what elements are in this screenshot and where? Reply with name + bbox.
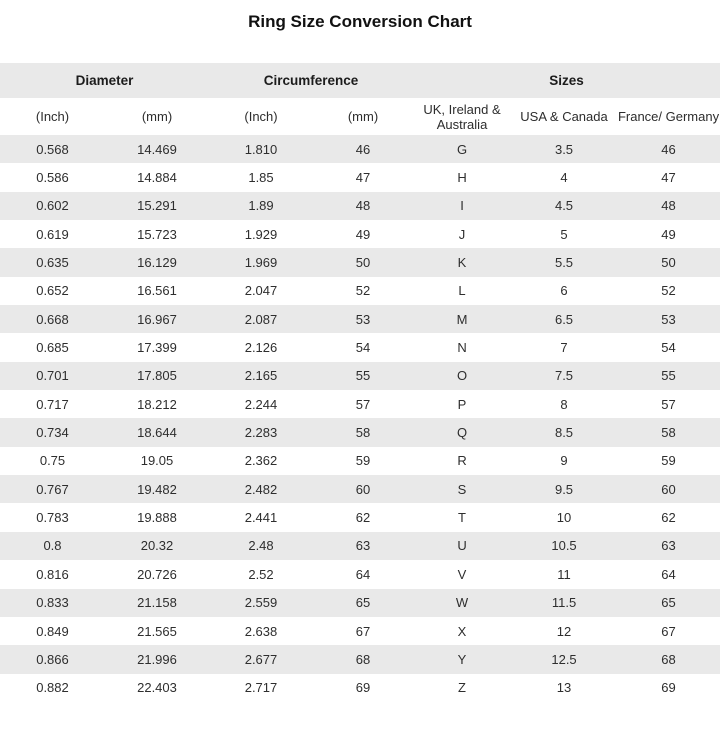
table-cell: 48 — [661, 198, 676, 214]
table-cell: O — [456, 368, 468, 384]
table-cell: W — [455, 595, 469, 611]
page-title: Ring Size Conversion Chart — [248, 12, 472, 31]
column-header-3: (mm) — [347, 109, 379, 124]
table-cell: 19.05 — [140, 453, 174, 469]
table-cell: 50 — [355, 255, 371, 271]
table-cell: 53 — [355, 311, 371, 327]
table-cell: 2.244 — [244, 396, 278, 412]
table-cell: 47 — [661, 170, 676, 186]
table-cell: 2.126 — [244, 340, 278, 356]
table-cell: G — [456, 141, 468, 157]
table-cell: 68 — [355, 651, 371, 667]
table-cell: 58 — [661, 425, 676, 441]
table-cell: 67 — [355, 623, 371, 639]
table-row — [0, 135, 720, 163]
table-cell: 16.561 — [137, 283, 177, 299]
table-row — [0, 645, 720, 673]
table-cell: 0.767 — [36, 481, 69, 497]
table-cell: 12 — [556, 623, 572, 639]
table-cell: 2.638 — [244, 623, 278, 639]
table-cell: 0.8 — [43, 538, 62, 554]
table-cell: 15.291 — [137, 198, 177, 214]
table-cell: M — [456, 311, 468, 327]
column-header-row — [0, 98, 720, 135]
table-cell: 9 — [560, 453, 568, 469]
table-cell: 17.399 — [137, 340, 177, 356]
table-body — [0, 135, 720, 702]
table-cell: 17.805 — [137, 368, 177, 384]
table-cell: 0.685 — [36, 340, 69, 356]
table-cell: 18.212 — [137, 396, 177, 412]
table-cell: 2.165 — [244, 368, 278, 384]
table-cell: 21.158 — [137, 595, 177, 611]
table-cell: 57 — [355, 396, 371, 412]
table-row — [0, 475, 720, 503]
table-cell: 20.726 — [137, 566, 177, 582]
table-cell: 8 — [560, 396, 568, 412]
table-row — [0, 617, 720, 645]
table-cell: 0.783 — [36, 510, 69, 526]
table-cell: 21.565 — [137, 623, 177, 639]
table-cell: 49 — [355, 226, 371, 242]
table-cell: 64 — [355, 566, 371, 582]
table-row — [0, 277, 720, 305]
table-cell: 0.816 — [36, 566, 69, 582]
table-cell: 15.723 — [137, 226, 177, 242]
table-cell: X — [457, 623, 467, 639]
table-cell: 0.701 — [36, 368, 69, 384]
table-cell: 12.5 — [551, 651, 577, 667]
group-header-sizes: Sizes — [549, 73, 584, 88]
table-row — [0, 362, 720, 390]
table-cell: R — [457, 453, 467, 469]
table-cell: 1.810 — [244, 141, 278, 157]
table-cell: 6.5 — [554, 311, 574, 327]
table-cell: 46 — [661, 141, 676, 157]
column-header-0: (Inch) — [35, 109, 70, 124]
table-cell: T — [458, 510, 466, 526]
table-cell: 18.644 — [137, 425, 177, 441]
table-row — [0, 305, 720, 333]
table-cell: 0.586 — [36, 170, 69, 186]
table-cell: 0.882 — [36, 680, 69, 696]
table-cell: 48 — [355, 198, 371, 214]
table-cell: 54 — [661, 340, 676, 356]
table-cell: 16.967 — [137, 311, 177, 327]
table-row — [0, 390, 720, 418]
table-cell: 4.5 — [554, 198, 574, 214]
group-header-row — [0, 63, 720, 98]
table-cell: 47 — [355, 170, 371, 186]
table-row — [0, 503, 720, 531]
table-cell: Z — [458, 680, 466, 696]
table-cell: 2.48 — [248, 538, 274, 554]
table-cell: 57 — [661, 396, 676, 412]
table-row — [0, 163, 720, 191]
table-row — [0, 333, 720, 361]
table-cell: 2.283 — [244, 425, 278, 441]
table-cell: 14.469 — [137, 141, 177, 157]
table-cell: 52 — [355, 283, 371, 299]
table-cell: V — [457, 566, 467, 582]
table-cell: 67 — [661, 623, 676, 639]
table-cell: 2.362 — [244, 453, 278, 469]
table-cell: 5.5 — [554, 255, 574, 271]
column-header-5: USA & Canada — [520, 109, 608, 124]
table-cell: 4 — [560, 170, 568, 186]
group-header-diameter: Diameter — [75, 73, 134, 88]
table-row — [0, 220, 720, 248]
table-cell: 0.866 — [36, 651, 69, 667]
table-cell: J — [458, 226, 466, 242]
table-cell: 0.652 — [36, 283, 69, 299]
table-cell: 16.129 — [137, 255, 177, 271]
table-cell: L — [458, 283, 466, 299]
table-cell: 1.85 — [248, 170, 274, 186]
table-row — [0, 248, 720, 276]
table-cell: 69 — [661, 680, 676, 696]
table-cell: 69 — [355, 680, 371, 696]
table-cell: 1.89 — [248, 198, 274, 214]
table-row — [0, 674, 720, 702]
table-cell: N — [457, 340, 467, 356]
table-cell: Q — [456, 425, 468, 441]
table-cell: 5 — [560, 226, 568, 242]
table-cell: 3.5 — [554, 141, 574, 157]
table-cell: P — [457, 396, 467, 412]
ring-size-conversion-table — [0, 63, 720, 702]
table-cell: 55 — [661, 368, 676, 384]
table-cell: 0.619 — [36, 226, 69, 242]
table-row — [0, 447, 720, 475]
table-cell: 21.996 — [137, 651, 177, 667]
table-cell: 20.32 — [140, 538, 174, 554]
table-cell: 0.602 — [36, 198, 69, 214]
table-cell: I — [460, 198, 464, 214]
table-row — [0, 532, 720, 560]
table-cell: 19.888 — [137, 510, 177, 526]
table-cell: 10.5 — [551, 538, 577, 554]
table-cell: 13 — [556, 680, 572, 696]
table-cell: 50 — [661, 255, 676, 271]
table-cell: 14.884 — [137, 170, 177, 186]
table-cell: 2.559 — [244, 595, 278, 611]
column-header-2: (Inch) — [244, 109, 278, 124]
table-cell: 60 — [355, 481, 371, 497]
table-cell: H — [457, 170, 467, 186]
table-cell: 59 — [355, 453, 371, 469]
column-header-1: (mm) — [141, 109, 173, 124]
table-cell: 2.52 — [248, 566, 274, 582]
table-cell: S — [457, 481, 467, 497]
table-cell: 2.441 — [244, 510, 278, 526]
table-cell: 2.717 — [244, 680, 278, 696]
column-header-4: UK, Ireland & Australia — [423, 101, 501, 132]
table-cell: 60 — [661, 481, 676, 497]
table-cell: 11.5 — [551, 595, 577, 611]
table-cell: 49 — [661, 226, 676, 242]
table-cell: 46 — [355, 141, 371, 157]
table-cell: 53 — [661, 311, 676, 327]
table-cell: Y — [457, 651, 467, 667]
table-cell: 10 — [556, 510, 572, 526]
table-cell: 68 — [661, 651, 676, 667]
table-cell: 0.568 — [36, 141, 69, 157]
table-cell: 1.969 — [244, 255, 278, 271]
table-cell: 63 — [355, 538, 371, 554]
group-header-circumference: Circumference — [263, 73, 359, 88]
table-cell: 1.929 — [244, 226, 278, 242]
table-row — [0, 560, 720, 588]
table-cell: 8.5 — [554, 425, 574, 441]
table-cell: 9.5 — [554, 481, 574, 497]
table-cell: 55 — [355, 368, 371, 384]
table-cell: 19.482 — [137, 481, 177, 497]
table-cell: 2.047 — [244, 283, 278, 299]
table-cell: 65 — [355, 595, 371, 611]
table-cell: 2.677 — [244, 651, 278, 667]
column-header-6: France/ Germany — [617, 109, 720, 124]
table-cell: 62 — [661, 510, 676, 526]
table-cell: 64 — [661, 566, 676, 582]
table-row — [0, 192, 720, 220]
table-row — [0, 589, 720, 617]
table-cell: K — [457, 255, 467, 271]
table-cell: 62 — [355, 510, 371, 526]
table-cell: 65 — [661, 595, 676, 611]
table-cell: 0.833 — [36, 595, 69, 611]
table-cell: 0.734 — [36, 425, 69, 441]
table-cell: 2.482 — [244, 481, 278, 497]
table-cell: 6 — [560, 283, 568, 299]
table-cell: 0.668 — [36, 311, 69, 327]
table-cell: 59 — [661, 453, 676, 469]
table-cell: 2.087 — [244, 311, 278, 327]
table-cell: 7.5 — [554, 368, 574, 384]
table-cell: 0.635 — [36, 255, 69, 271]
table-cell: 0.849 — [36, 623, 69, 639]
table-cell: 52 — [661, 283, 676, 299]
table-cell: 11 — [557, 566, 571, 582]
table-cell: 0.75 — [39, 453, 66, 469]
table-cell: 58 — [355, 425, 371, 441]
table-cell: 63 — [661, 538, 676, 554]
table-cell: 0.717 — [36, 396, 69, 412]
table-cell: 7 — [560, 340, 568, 356]
table-row — [0, 418, 720, 446]
table-cell: U — [457, 538, 467, 554]
table-cell: 54 — [355, 340, 371, 356]
table-cell: 22.403 — [137, 680, 177, 696]
